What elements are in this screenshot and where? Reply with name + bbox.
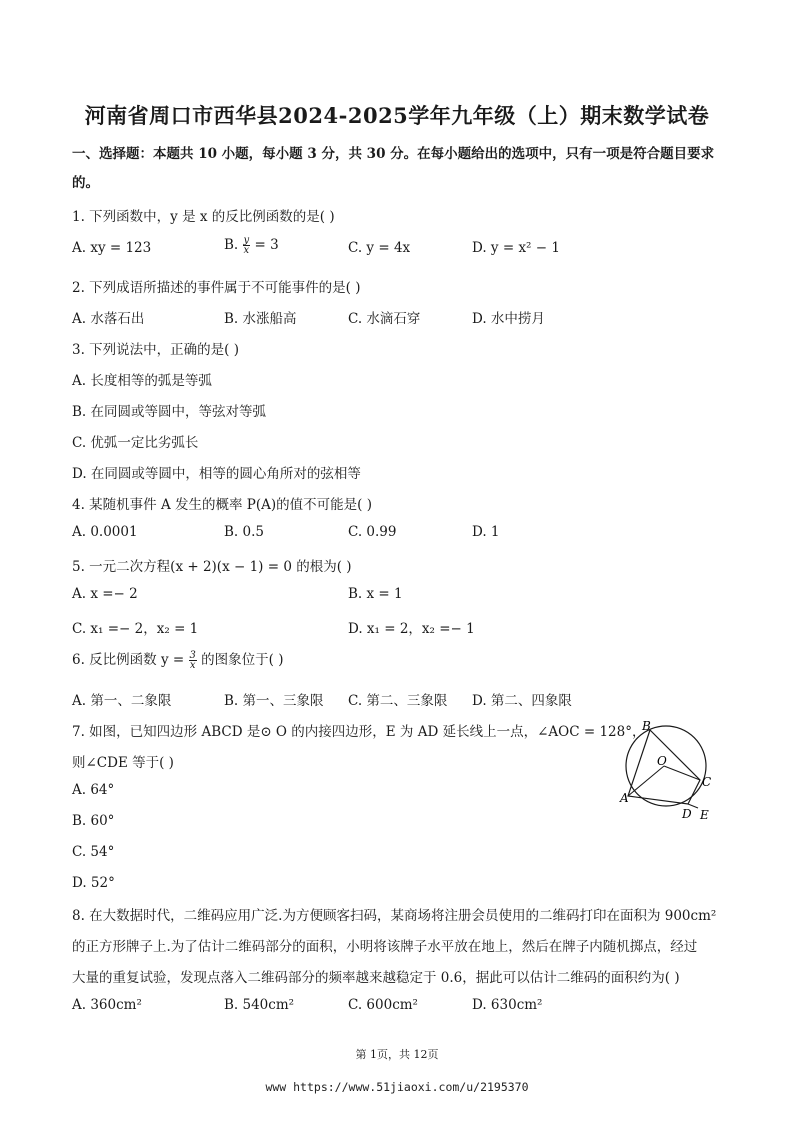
- circle-quadrilateral-figure: [618, 718, 718, 826]
- question-4-option-d: D. 1: [472, 524, 500, 540]
- question-5-option-c: C. x₁ =− 2，x₂ = 1: [72, 621, 199, 637]
- question-7-option-a: A. 64°: [72, 782, 115, 798]
- question-6-stem: [72, 648, 284, 670]
- question-4-option-a: A. 0.0001: [72, 524, 138, 540]
- question-7-stem-line1: 7. 如图，已知四边形 ABCD 是⊙ O 的内接四边形，E 为 AD 延长线上一点，∠AOC = 128°，: [72, 724, 646, 740]
- fraction-denominator: x: [243, 245, 250, 256]
- question-8-stem-line3: 大量的重复试验，发现点落入二维码部分的频率越来越稳定于 0.6，据此可以估计二维码的面积约为( ): [72, 970, 680, 986]
- question-2-option-b: B. 水涨船高: [224, 311, 297, 327]
- question-8-stem-line2: 的正方形牌子上.为了估计二维码部分的面积，小明将该牌子水平放在地上，然后在牌子内随机掷点，经过: [72, 939, 698, 955]
- question-7-option-b: B. 60°: [72, 813, 115, 829]
- label-o: O: [657, 754, 667, 768]
- question-6-fraction: [189, 651, 197, 670]
- label-c: C: [702, 775, 712, 789]
- question-6-stem-suffix: 的图象位于( ): [201, 652, 284, 668]
- fraction-numerator: 3: [189, 650, 196, 661]
- question-3-option-d: D. 在同圆或等圆中，相等的圆心角所对的弦相等: [72, 466, 361, 482]
- question-3-option-a: A. 长度相等的弧是等弧: [72, 373, 212, 389]
- question-6-option-a: A. 第一、二象限: [72, 693, 172, 709]
- question-4-option-b: B. 0.5: [224, 524, 264, 540]
- question-1-option-b: [224, 236, 279, 255]
- question-1-option-b-suffix: = 3: [254, 237, 279, 253]
- question-7-option-c: C. 54°: [72, 844, 115, 860]
- question-1-option-d: D. y = x² − 1: [472, 240, 560, 256]
- page-number: 第 1页，共 12页: [355, 1048, 439, 1061]
- question-6-option-d: D. 第二、四象限: [472, 693, 572, 709]
- watermark-url-link[interactable]: www https://www.51jiaoxi.com/u/2195370: [265, 1080, 529, 1094]
- label-a: A: [620, 791, 629, 805]
- question-5-stem: 5. 一元二次方程(x + 2)(x − 1) = 0 的根为( ): [72, 559, 352, 575]
- question-6-stem-prefix: 6. 反比例函数 y =: [72, 652, 185, 668]
- question-1-option-b-prefix: B.: [224, 237, 239, 253]
- question-1-option-a: A. xy = 123: [72, 240, 152, 256]
- question-5-option-b: B. x = 1: [348, 586, 403, 602]
- section-heading-line2: 的。: [72, 175, 99, 191]
- question-8-option-a: A. 360cm²: [72, 997, 142, 1013]
- question-4-stem: 4. 某随机事件 A 发生的概率 P(A)的值不可能是( ): [72, 497, 372, 513]
- section-heading-line1: 一、选择题：本题共 10 小题，每小题 3 分，共 30 分。在每小题给出的选项中，只有一项是符合题目要求: [72, 146, 715, 162]
- question-2-option-d: D. 水中捞月: [472, 311, 545, 327]
- question-3-stem: 3. 下列说法中，正确的是( ): [72, 342, 239, 358]
- question-1-stem: 1. 下列函数中，y 是 x 的反比例函数的是( ): [72, 209, 335, 225]
- fraction-denominator: x: [189, 660, 196, 671]
- question-2-option-c: C. 水滴石穿: [348, 311, 421, 327]
- question-5-option-a: A. x =− 2: [72, 586, 138, 602]
- label-e: E: [700, 808, 709, 822]
- label-b: B: [642, 719, 651, 733]
- question-4-option-c: C. 0.99: [348, 524, 397, 540]
- question-8-option-d: D. 630cm²: [472, 997, 543, 1013]
- question-5-option-d: D. x₁ = 2，x₂ =− 1: [348, 621, 475, 637]
- label-d: D: [682, 807, 692, 821]
- question-3-option-c: C. 优弧一定比劣弧长: [72, 435, 199, 451]
- question-2-option-a: A. 水落石出: [72, 311, 145, 327]
- question-6-option-b: B. 第一、三象限: [224, 693, 324, 709]
- segment-oc: [664, 766, 700, 780]
- question-7-option-d: D. 52°: [72, 875, 115, 891]
- fraction-numerator: y: [243, 235, 250, 246]
- question-8-stem-line1: 8. 在大数据时代，二维码应用广泛.为方便顾客扫码，某商场将注册会员使用的二维码打印在面积为 900cm²: [72, 908, 717, 924]
- question-8-option-b: B. 540cm²: [224, 997, 295, 1013]
- question-1-option-c: C. y = 4x: [348, 240, 411, 256]
- question-2-stem: 2. 下列成语所描述的事件属于不可能事件的是( ): [72, 280, 361, 296]
- question-6-option-c: C. 第二、三象限: [348, 693, 448, 709]
- page-title: 河南省周口市西华县2024-2025学年九年级（上）期末数学试卷: [84, 103, 710, 128]
- question-7-stem-line2: 则∠CDE 等于( ): [72, 755, 174, 771]
- question-8-option-c: C. 600cm²: [348, 997, 418, 1013]
- question-3-option-b: B. 在同圆或等圆中，等弦对等弧: [72, 404, 267, 420]
- question-1-option-b-fraction: [243, 236, 251, 255]
